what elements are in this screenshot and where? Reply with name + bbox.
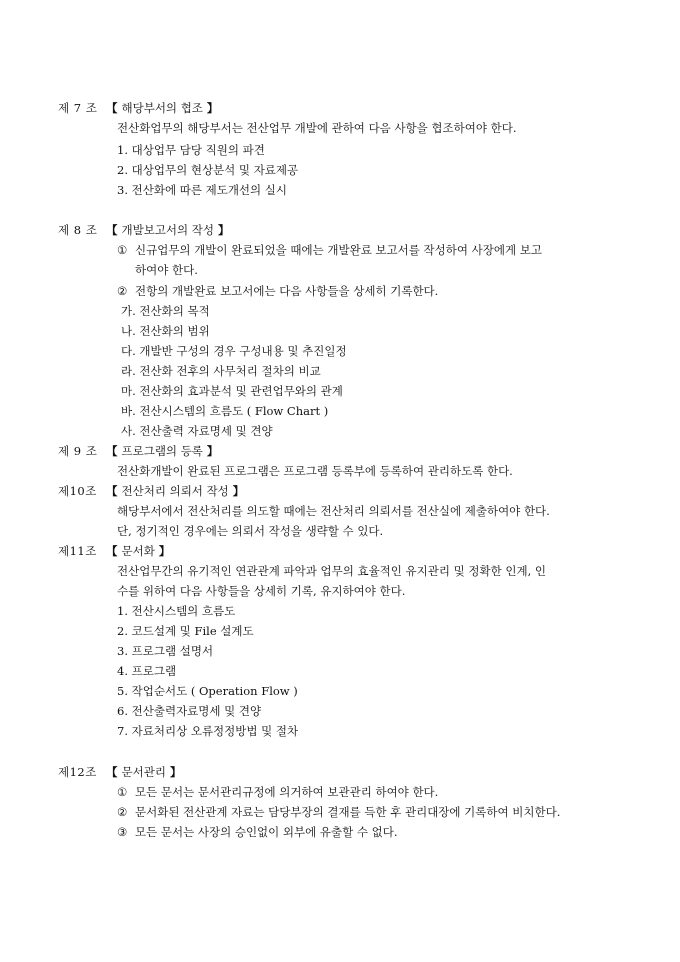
list-item: 1. 전산시스템의 흐름도 [117, 604, 236, 618]
close-bracket: 】 [232, 484, 245, 498]
article-9-intro: 전산화개발이 완료된 프로그램은 프로그램 등록부에 등록하여 관리하도록 한다. [117, 464, 513, 478]
article-number: 제 7 조 [58, 101, 98, 115]
list-item: 5. 작업순서도 ( Operation Flow ) [117, 684, 298, 698]
open-bracket: 【 [106, 484, 118, 498]
close-bracket: 】 [218, 223, 230, 237]
close-bracket: 】 [169, 765, 182, 779]
article-number: 제11조 [58, 544, 97, 558]
list-item: 다. 개발반 구성의 경우 구성내용 및 추진일정 [121, 344, 347, 358]
open-bracket: 【 [106, 544, 118, 558]
article-10-intro: 단, 정기적인 경우에는 의뢰서 작성을 생략할 수 있다. [117, 524, 384, 538]
article-7-heading [58, 99, 218, 117]
article-title: 개발보고서의 작성 [121, 223, 215, 237]
article-8-heading [58, 221, 230, 239]
article-title: 문서화 [121, 544, 155, 558]
list-item: 가. 전산화의 목적 [121, 304, 210, 318]
article-11-intro: 수를 위하여 다음 사항들을 상세히 기록, 유지하여야 한다. [117, 584, 406, 598]
article-12-heading [58, 763, 181, 781]
clause-item: ① 신규업무의 개발이 완료되었을 때에는 개발완료 보고서를 작성하여 사장에게 보고 [117, 243, 542, 257]
article-number: 제 9 조 [58, 444, 98, 458]
open-bracket: 【 [106, 444, 118, 458]
list-item: 라. 전산화 전후의 사무처리 절차의 비교 [121, 364, 321, 378]
list-item: 2. 대상업무의 현상분석 및 자료제공 [117, 163, 299, 177]
article-10-intro: 해당부서에서 전산처리를 의도할 때에는 전산처리 의뢰서를 전산실에 제출하여야 한다. [117, 504, 550, 518]
clause-item: ① 모든 문서는 문서관리규정에 의거하여 보관관리 하여야 한다. [117, 785, 439, 799]
clause-item: ② 전항의 개발완료 보고서에는 다음 사항들을 상세히 기록한다. [117, 284, 439, 298]
article-title: 전산처리 의뢰서 작성 [121, 484, 229, 498]
clause-continuation: 하여야 한다. [135, 263, 198, 277]
article-number: 제 8 조 [58, 223, 98, 237]
list-item: 마. 전산화의 효과분석 및 관련업무와의 관계 [121, 384, 343, 398]
list-item: 2. 코드설계 및 File 설계도 [117, 624, 254, 638]
open-bracket: 【 [106, 223, 118, 237]
article-title: 프로그램의 등록 [121, 444, 203, 458]
open-bracket: 【 [106, 765, 118, 779]
clause-item: ③ 모든 문서는 사장의 승인없이 외부에 유출할 수 없다. [117, 825, 398, 839]
article-7-intro: 전산화업무의 해당부서는 전산업무 개발에 관하여 다음 사항을 협조하여야 한다. [117, 121, 517, 135]
list-item: 3. 전산화에 따른 제도개선의 실시 [117, 183, 288, 197]
close-bracket: 】 [206, 101, 219, 115]
list-item: 나. 전산화의 범위 [121, 324, 210, 338]
article-10-heading [58, 482, 244, 500]
list-item: 1. 대상업무 담당 직원의 파견 [117, 143, 265, 157]
list-item: 7. 자료처리상 오류정정방법 및 절차 [117, 724, 299, 738]
article-title: 문서관리 [121, 765, 166, 779]
article-number: 제12조 [58, 765, 97, 779]
article-title: 해당부서의 협조 [121, 101, 203, 115]
article-number: 제10조 [58, 484, 97, 498]
close-bracket: 】 [206, 444, 219, 458]
clause-item: ② 문서화된 전산관계 자료는 담당부장의 결재를 득한 후 관리대장에 기록하여 비치한다. [117, 805, 561, 819]
close-bracket: 】 [158, 544, 171, 558]
list-item: 3. 프로그램 설명서 [117, 644, 214, 658]
open-bracket: 【 [106, 101, 118, 115]
article-11-intro: 전산업무간의 유기적인 연관관계 파악과 업무의 효율적인 유지관리 및 정확한 인계, 인 [117, 564, 547, 578]
list-item: 6. 전산출력자료명세 및 견양 [117, 704, 262, 718]
article-11-heading [58, 542, 170, 560]
article-9-heading [58, 442, 218, 460]
list-item: 바. 전산시스템의 흐름도 ( Flow Chart ) [121, 404, 329, 418]
list-item: 4. 프로그램 [117, 664, 177, 678]
list-item: 사. 전산출력 자료명세 및 견양 [121, 424, 273, 438]
